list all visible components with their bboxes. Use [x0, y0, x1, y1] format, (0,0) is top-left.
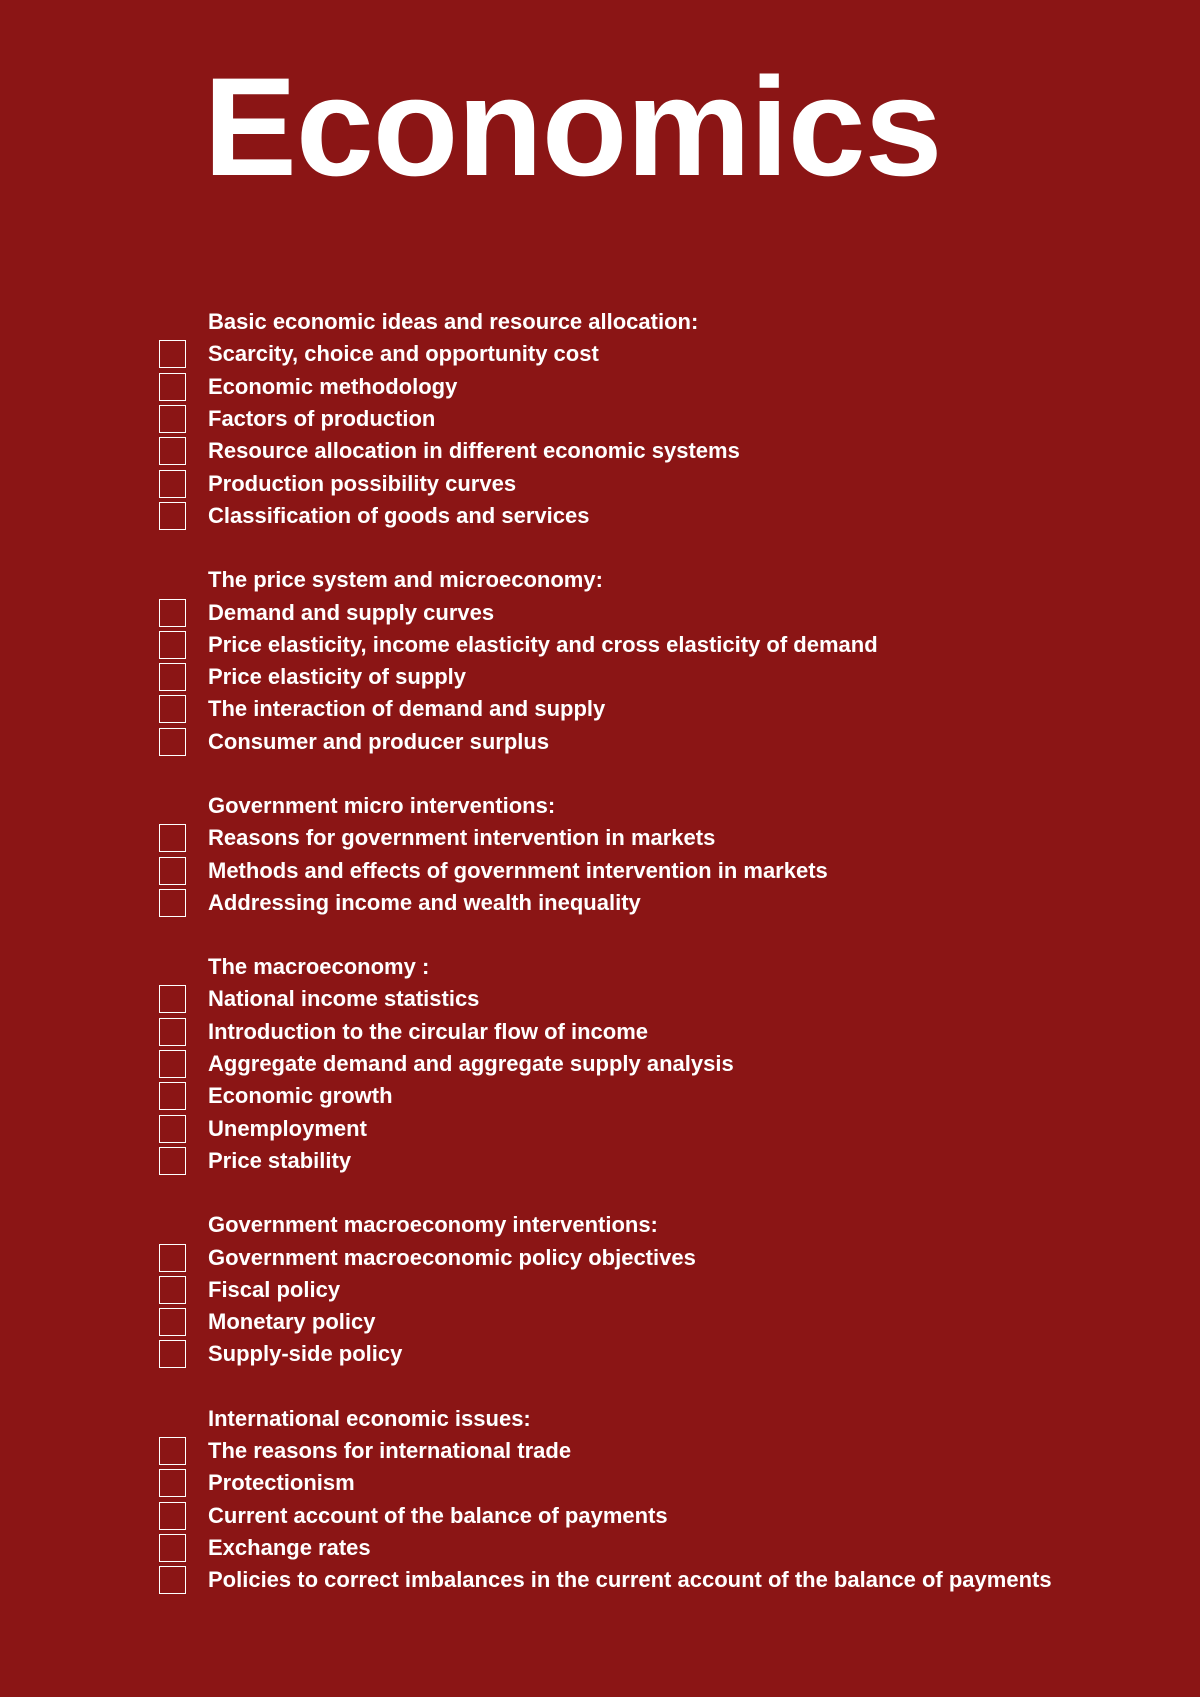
checkbox[interactable] — [159, 470, 186, 498]
checklist-item — [159, 371, 1159, 403]
topic-section — [159, 1403, 1159, 1597]
checklist-item-label: Economic methodology — [208, 373, 458, 399]
checkbox[interactable] — [159, 824, 186, 852]
checklist-item-label: Current account of the balance of payments — [208, 1502, 668, 1528]
checklist-item-label: Exchange rates — [208, 1534, 371, 1560]
checkbox[interactable] — [159, 985, 186, 1013]
checklist-item — [159, 1274, 1159, 1306]
checklist-item-label: Price elasticity, income elasticity and cross elasticity of demand — [208, 631, 878, 657]
checklist-item — [159, 596, 1159, 628]
checkbox[interactable] — [159, 1566, 186, 1594]
checkbox[interactable] — [159, 599, 186, 627]
section-heading-row — [159, 790, 1159, 822]
section-heading: The price system and microeconomy: — [208, 567, 603, 593]
checklist-item — [159, 726, 1159, 758]
checklist-item-label: Price elasticity of supply — [208, 664, 466, 690]
checklist-item-label: Economic growth — [208, 1083, 393, 1109]
checkbox[interactable] — [159, 373, 186, 401]
checklist-item-label: Government macroeconomic policy objectives — [208, 1244, 696, 1270]
checkbox[interactable] — [159, 1308, 186, 1336]
checklist-item — [159, 983, 1159, 1015]
checklist-item — [159, 1048, 1159, 1080]
checklist-item-label: Consumer and producer surplus — [208, 728, 550, 754]
checklist-item — [159, 822, 1159, 854]
checklist-item — [159, 338, 1159, 370]
section-heading: International economic issues: — [208, 1405, 531, 1431]
checklist-item-label: Protectionism — [208, 1470, 355, 1496]
checklist-item-label: Policies to correct imbalances in the current account of the balance of payments — [208, 1567, 1052, 1593]
checklist-item-label: Factors of production — [208, 406, 436, 432]
checklist-item-label: The interaction of demand and supply — [208, 696, 606, 722]
checklist-item — [159, 1016, 1159, 1048]
checkbox[interactable] — [159, 857, 186, 885]
checklist-item — [159, 435, 1159, 467]
checkbox[interactable] — [159, 1244, 186, 1272]
checklist-item — [159, 1532, 1159, 1564]
checklist-item-label: Aggregate demand and aggregate supply analysis — [208, 1051, 734, 1077]
checklist-item-label: Monetary policy — [208, 1309, 376, 1335]
checklist-item — [159, 403, 1159, 435]
section-heading-row — [159, 1209, 1159, 1241]
checkbox[interactable] — [159, 405, 186, 433]
checklist-item — [159, 661, 1159, 693]
section-heading-row — [159, 564, 1159, 596]
checklist-item-label: The reasons for international trade — [208, 1438, 572, 1464]
checklist-item — [159, 1500, 1159, 1532]
checkbox[interactable] — [159, 1050, 186, 1078]
checkbox[interactable] — [159, 437, 186, 465]
topic-section — [159, 790, 1159, 919]
checklist-item-label: Introduction to the circular flow of income — [208, 1018, 649, 1044]
checkbox[interactable] — [159, 340, 186, 368]
checkbox[interactable] — [159, 728, 186, 756]
checklist-item — [159, 467, 1159, 499]
checkbox[interactable] — [159, 1147, 186, 1175]
checklist-item — [159, 1435, 1159, 1467]
section-heading-row — [159, 951, 1159, 983]
checklist-item — [159, 854, 1159, 886]
checklist-item — [159, 1306, 1159, 1338]
checkbox[interactable] — [159, 663, 186, 691]
checklist-item-label: Production possibility curves — [208, 470, 517, 496]
checklist-item-label: National income statistics — [208, 986, 480, 1012]
checklist-item — [159, 887, 1159, 919]
checklist-item-label: Unemployment — [208, 1115, 367, 1141]
checklist-item-label: Addressing income and wealth inequality — [208, 889, 641, 915]
checklist-item-label: Classification of goods and services — [208, 502, 590, 528]
checklist-item-label: Price stability — [208, 1147, 352, 1173]
section-heading: Government macroeconomy interventions: — [208, 1212, 658, 1238]
checklist-item — [159, 1113, 1159, 1145]
page-title: Economics — [203, 48, 942, 205]
topic-sections — [159, 306, 1159, 1628]
checklist-item — [159, 1467, 1159, 1499]
checklist-item — [159, 500, 1159, 532]
section-heading: Basic economic ideas and resource allocation: — [208, 309, 699, 335]
checkbox[interactable] — [159, 889, 186, 917]
checkbox[interactable] — [159, 1276, 186, 1304]
checkbox[interactable] — [159, 1534, 186, 1562]
checklist-item-label: Demand and supply curves — [208, 599, 495, 625]
section-heading-row — [159, 306, 1159, 338]
checklist-item — [159, 1564, 1159, 1596]
checklist-item — [159, 693, 1159, 725]
checklist-item — [159, 1338, 1159, 1370]
topic-section — [159, 564, 1159, 758]
section-heading: Government micro interventions: — [208, 793, 556, 818]
checklist-item — [159, 1241, 1159, 1273]
checkbox[interactable] — [159, 1469, 186, 1497]
topic-section — [159, 1209, 1159, 1370]
checkbox[interactable] — [159, 1018, 186, 1046]
checklist-item — [159, 1080, 1159, 1112]
checkbox[interactable] — [159, 1115, 186, 1143]
section-heading: The macroeconomy : — [208, 954, 430, 980]
checklist-item-label: Methods and effects of government intervention in markets — [208, 857, 828, 883]
checklist-item — [159, 629, 1159, 661]
checkbox[interactable] — [159, 1082, 186, 1110]
checkbox[interactable] — [159, 1437, 186, 1465]
checkbox[interactable] — [159, 631, 186, 659]
checklist-item-label: Fiscal policy — [208, 1276, 341, 1302]
topic-section — [159, 951, 1159, 1177]
checklist-item — [159, 1145, 1159, 1177]
checklist-item-label: Scarcity, choice and opportunity cost — [208, 341, 599, 367]
checklist-item-label: Resource allocation in different economic systems — [208, 438, 740, 464]
topic-section — [159, 306, 1159, 532]
checkbox[interactable] — [159, 695, 186, 723]
checklist-item-label: Reasons for government intervention in markets — [208, 825, 716, 851]
checkbox[interactable] — [159, 1502, 186, 1530]
checkbox[interactable] — [159, 502, 186, 530]
checklist-item-label: Supply-side policy — [208, 1341, 403, 1367]
section-heading-row — [159, 1403, 1159, 1435]
checkbox[interactable] — [159, 1340, 186, 1368]
